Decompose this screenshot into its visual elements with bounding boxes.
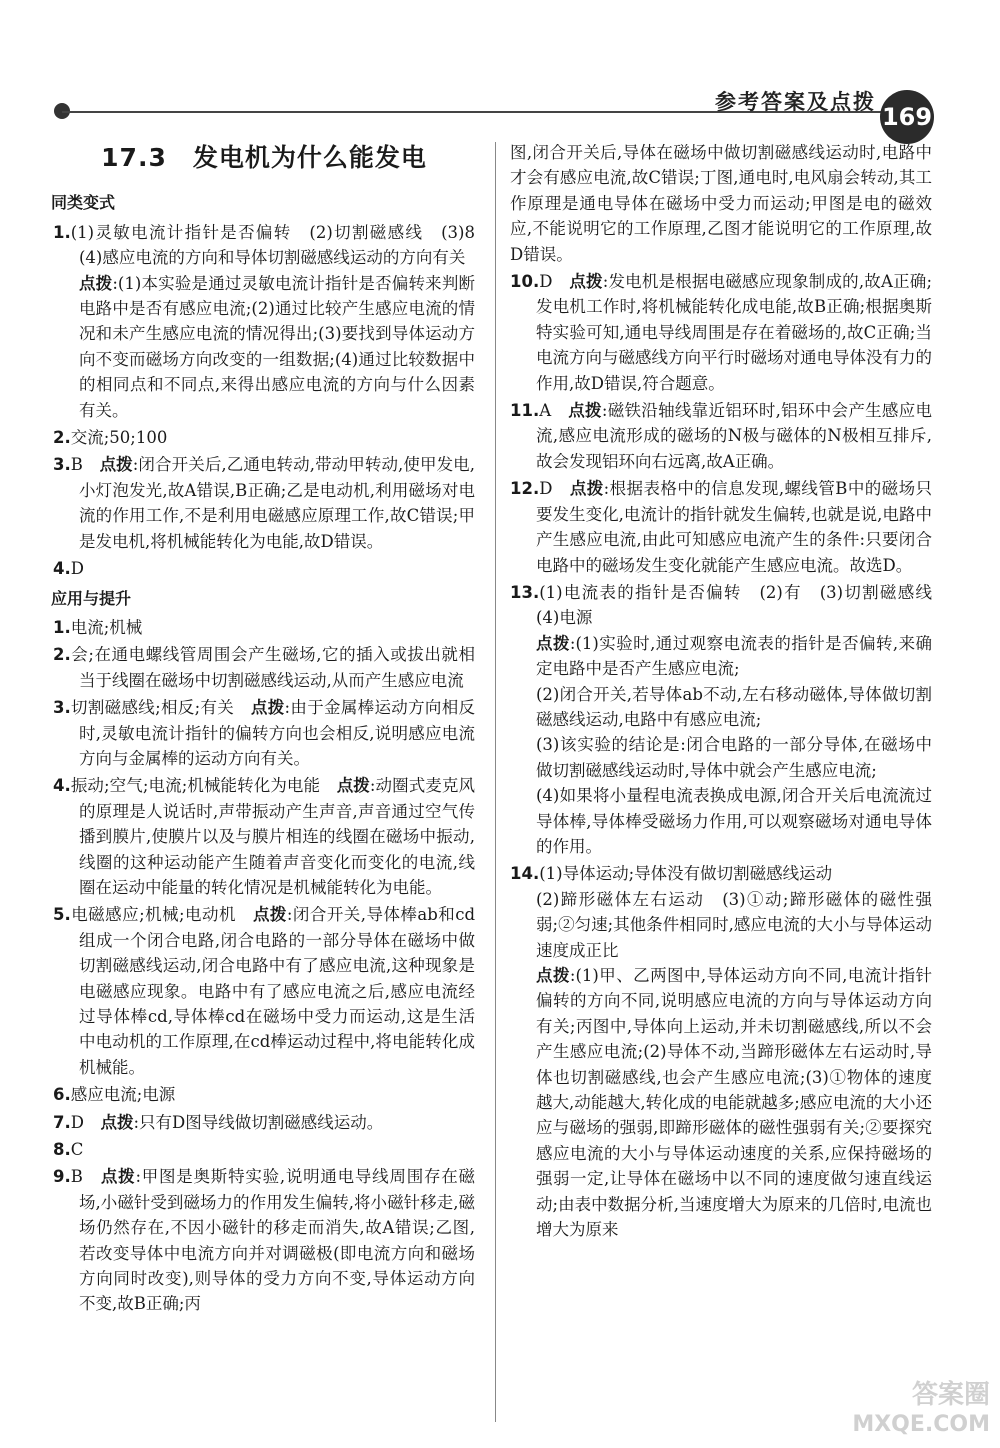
watermark: [780, 1380, 990, 1440]
answer-item: [510, 476, 932, 578]
answer-item: [53, 1164, 475, 1316]
item-number: 4.: [53, 559, 71, 579]
answer-item: [510, 269, 932, 396]
item-number: 1.: [53, 222, 71, 242]
subhead-application: 应用与提升: [51, 588, 132, 608]
item-number: 3.: [53, 698, 71, 718]
hint-text: :根据表格中的信息发现,螺线管B中的磁场只要发生变化,电流计的指针就发生偏转,也就是说,电路中产生感应电流,由此可知感应电流产生的条件:只要闭合电路中的磁场发生变化就能产生感应电流。故选D。: [536, 479, 932, 575]
watermark-line: MXQE.COM: [852, 1412, 990, 1437]
item-answer: D: [70, 559, 84, 579]
hint-label: 点拨: [569, 272, 603, 292]
item-answer: D: [70, 1112, 101, 1132]
item-answer: (1)灵敏电流计指针是否偏转 (2)切割磁感线 (3)8 (4)感应电流的方向和导体切割磁感线运动的方向有关: [70, 222, 492, 268]
answer-item: [53, 220, 492, 423]
hint-label: 点拨: [336, 776, 370, 796]
item-answer: (2)蹄形磁体左右运动 (3)①动;蹄形磁体的磁性强弱;②匀速;其他条件相同时,感应电流的大小与导体运动速度成正比: [536, 889, 932, 960]
hint-text: :由于金属棒运动方向相反时,灵敏电流计指针的偏转方向也会相反,说明感应电流方向与金属棒的运动方向有关。: [79, 698, 476, 768]
hint-text: (4)如果将小量程电流表换成电源,闭合开关后电流流过导体棒,导体棒受磁场力作用,可以观察磁场对通电导体的作用。: [536, 786, 932, 856]
item-number: 11.: [510, 401, 540, 421]
hint-label: 点拨: [79, 273, 113, 293]
hint-label: 点拨: [569, 479, 604, 499]
hint-label: 点拨: [568, 401, 602, 421]
item-number: 3.: [53, 455, 71, 475]
hint-text: :磁铁沿轴线靠近铝环时,铝环中会产生感应电流,感应电流形成的磁场的N极与磁体的N极相互排斥,故会发现铝环向右远离,故A正确。: [536, 401, 933, 471]
item-number: 8.: [53, 1140, 71, 1160]
item-number: 2.: [53, 645, 71, 665]
hint-label: 点拨: [252, 905, 287, 925]
item-number: 5.: [53, 905, 71, 925]
hint-text: :闭合开关,导体棒ab和cd组成一个闭合电路,闭合电路的一部分导体在磁场中做切割磁感线运动,闭合电路中有了感应电流,这种现象是电磁感应现象。电路中有了感应电流之后,感应电流经过导体棒cd,导体棒cd在磁场中受力而运动,这是生活中电动机的工作原理,在cd棒运动过程中,将电能转化成机械能。: [79, 905, 476, 1077]
item-number: 9.: [53, 1167, 71, 1187]
hint-label: 点拨: [100, 1167, 136, 1187]
item-answer: D: [539, 272, 570, 292]
hint-text: :发电机是根据电磁感应现象制成的,故A正确;发电机工作时,将机械能转化成电能,故B正确;根据奥斯特实验可知,通电导线周围是存在着磁场的,故C正确;当电流方向与磁感线方向平行时磁场对通电导体没有力的作用,故D错误,符合题意。: [536, 272, 933, 393]
subhead-variants: 同类变式: [51, 193, 116, 213]
answer-item: [53, 1082, 475, 1107]
continued-text: 图,闭合开关后,导体在磁场中做切割磁感线运动时,电路中才会有感应电流,故C错误;丁图,通电时,电风扇会转动,其工作原理是通电导体在磁场中受力而运动;甲图是电的磁效应,不能说明它的工作原理,乙图才能说明它的工作原理,故D错误。: [510, 143, 932, 264]
answer-item: [53, 1137, 475, 1162]
hint-text: (2)闭合开关,若导体ab不动,左右移动磁体,导体做切割磁感线运动,电路中有感应电流;: [536, 684, 932, 729]
item-answer: 交流;50;100: [70, 428, 168, 448]
answer-item: [510, 580, 949, 859]
answer-item: [53, 452, 475, 554]
item-answer: 会;在通电螺线管周围会产生磁场,它的插入或拔出就相当于线圈在磁场中切割磁感线运动,从而产生感应电流: [70, 645, 475, 690]
item-answer: C: [70, 1140, 84, 1160]
section-title: 17.3 发电机为什么能发电: [101, 143, 427, 172]
answer-item: [53, 642, 475, 693]
hint-text: :只有D图导线做切割磁感线运动。: [133, 1112, 384, 1132]
hint-text: :动圈式麦克风的原理是人说话时,声带振动产生声音,声音通过空气传播到膜片,使膜片以及与膜片相连的线圈在磁场中振动,线圈的这种运动能产生随着声音变化而变化的电流,线圈在运动中能量的转化情况是机械能转化为电能。: [79, 776, 475, 897]
left-column: [51, 140, 492, 1319]
answer-item: [53, 1110, 475, 1135]
column-divider: [495, 142, 496, 1422]
item-number: 13.: [510, 582, 540, 602]
answer-item: [53, 902, 475, 1080]
item-answer: B: [70, 455, 100, 475]
item-answer: 感应电流;电源: [70, 1085, 176, 1105]
item-number: 12.: [510, 479, 540, 499]
header-title: 参考答案及点拨: [715, 90, 876, 114]
hint-text: :(1)甲、乙两图中,导体运动方向不同,电流计指针偏转的方向不同,说明感应电流的方向与导体运动方向有关;丙图中,导体向上运动,并未切割磁感线,所以不会产生感应电流;(2)导体不动,当蹄形磁体左右运动时,导体也切割磁感线,也会产生感应电流;(3)①物体的速度越大,动能越大,转化成的电能就越多;感应电流的大小还应与磁场的强弱,即蹄形磁体的磁性强弱有关;②要探究感应电流的大小与导体运动速度的关系,应保持磁场的强弱一定,让导体在磁场中以不同的速度做匀速直线运动;由表中数据分析,当速度增大为原来的几倍时,电流也增大为原来: [536, 966, 933, 1240]
item-answer: 振动;空气;电流;机械能转化为电能: [70, 776, 337, 796]
answer-item: [53, 695, 475, 771]
page-header: [0, 0, 1000, 150]
watermark-line: 答案圈: [911, 1380, 990, 1410]
item-answer: D: [539, 479, 570, 499]
hint-label: 点拨: [536, 966, 570, 985]
item-number: 7.: [53, 1112, 71, 1132]
item-answer: A: [539, 401, 569, 421]
item-answer: B: [70, 1167, 101, 1187]
item-number: 2.: [53, 428, 71, 448]
item-answer: 电磁感应;机械;电动机: [70, 905, 253, 925]
answer-item: [510, 398, 932, 474]
hint-text: :(1)本实验是通过灵敏电流计指针是否偏转来判断电路中是否有感应电流;(2)通过比较产生感应电流的情况和未产生感应电流的情况得出;(3)要找到导体运动方向不变而磁场方向改变的一组数据;(4)通过比较数据中的相同点和不同点,来得出感应电流的方向与什么因素有关。: [79, 273, 475, 420]
hint-label: 点拨: [100, 1112, 134, 1132]
item-number: 14.: [510, 864, 540, 884]
page-number: 169: [880, 90, 934, 144]
answer-item: [510, 861, 932, 1242]
right-column: [510, 140, 949, 1244]
answer-item: [53, 556, 475, 581]
item-number: 10.: [510, 272, 540, 292]
item-number: 4.: [53, 776, 71, 796]
hint-label: 点拨: [99, 455, 133, 475]
hint-text: :甲图是奥斯特实验,说明通电导线周围存在磁场,小磁针受到磁场力的作用发生偏转,将小磁针移走,磁场仍然存在,不因小磁针的移走而消失,故A错误;乙图,若改变导体中电流方向并对调磁极(即电流方向和磁场方向同时改变),则导体的受力方向不变,导体运动方向不变,故B正确;丙: [79, 1167, 475, 1314]
hint-label: 点拨: [536, 633, 570, 653]
hint-label: 点拨: [250, 698, 285, 718]
hint-text: (3)该实验的结论是:闭合电路的一部分导体,在磁场中做切割磁感线运动时,导体中就会产生感应电流;: [536, 735, 932, 780]
answer-item: [53, 615, 475, 640]
answer-item: [53, 425, 475, 450]
item-answer: (1)电流表的指针是否偏转 (2)有 (3)切割磁感线 (4)电源: [536, 582, 949, 628]
item-number: 1.: [53, 617, 71, 637]
item-answer: 电流;机械: [70, 617, 143, 637]
answer-item: [53, 773, 475, 900]
item-number: 6.: [53, 1085, 71, 1105]
item-answer: 切割磁感线;相反;有关: [70, 698, 251, 718]
item-answer: (1)导体运动;导体没有做切割磁感线运动: [539, 864, 833, 884]
hint-text: :闭合开关后,乙通电转动,带动甲转动,使甲发电,小灯泡发光,故A错误,B正确;乙是电动机,利用磁场对电流的作用工作,不是利用电磁感应原理工作,故C错误;甲是发电机,将机械能转化为电能,故D错误。: [79, 455, 476, 551]
hint-text: :(1)实验时,通过观察电流表的指针是否偏转,来确定电路中是否产生感应电流;: [536, 633, 933, 679]
